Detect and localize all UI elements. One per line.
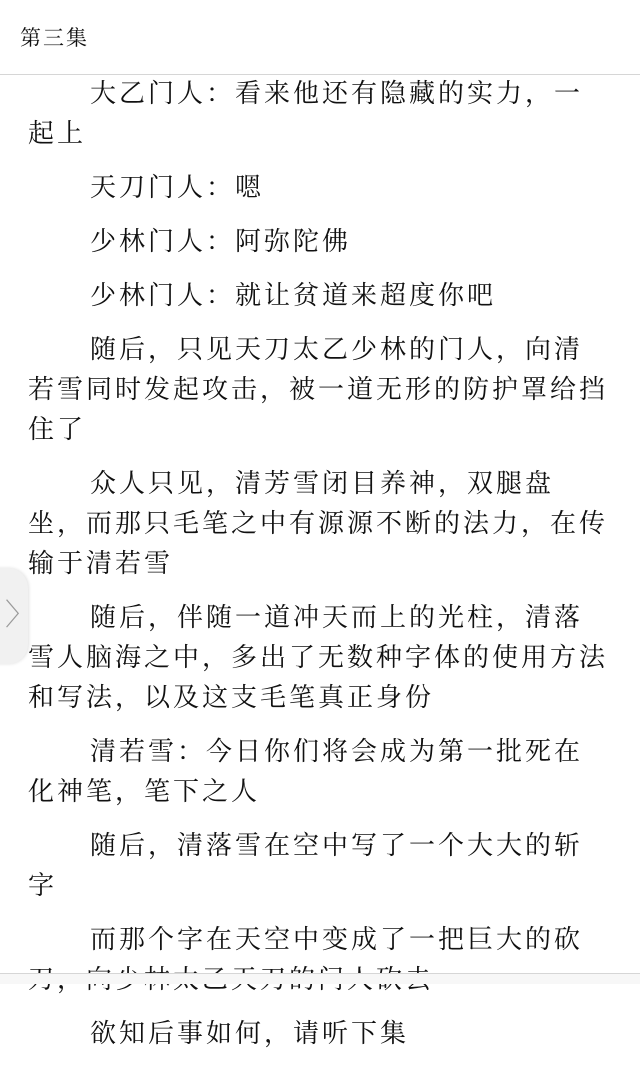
chapter-header <box>0 0 640 75</box>
paragraph: 而那个字在天空中变成了一把巨大的砍 <box>90 925 584 955</box>
paragraph: 少林门人：就让贫道来超度你吧 <box>90 281 497 311</box>
paragraph: 大乙门人：看来他还有隐藏的实力，一起上 <box>28 79 584 149</box>
paragraph: 随后，伴随一道冲天而上的光柱，清落雪人脑海之中，多出了无数种字体的使用方法和写法，以及这支毛笔真正身份 <box>28 603 609 713</box>
bottom-bar <box>0 973 640 984</box>
paragraph: 欲知后事如何，请听下集 <box>90 1019 410 1049</box>
paragraph: 清若雪：今日你们将会成为第一批死在化神笔，笔下之人 <box>28 737 584 807</box>
paragraph: 随后，清落雪在空中写了一个大大的斩字 <box>28 831 584 901</box>
paragraph: 随后，只见天刀太乙少林的门人，向清若雪同时发起攻击，被一道无形的防护罩给挡住了 <box>28 335 609 445</box>
story-content <box>28 74 608 1068</box>
chapter-title: 第三集 <box>20 26 89 50</box>
chevron-right-icon: 〉 <box>5 598 35 633</box>
paragraph: 天刀门人：嗯 <box>90 173 265 203</box>
paragraph: 众人只见，清芳雪闭目养神，双腿盘坐，而那只毛笔之中有源源不断的法力，在传输于清若雪 <box>28 469 609 579</box>
side-drawer-tab[interactable] <box>0 568 35 664</box>
paragraph: 少林门人：阿弥陀佛 <box>90 227 352 257</box>
